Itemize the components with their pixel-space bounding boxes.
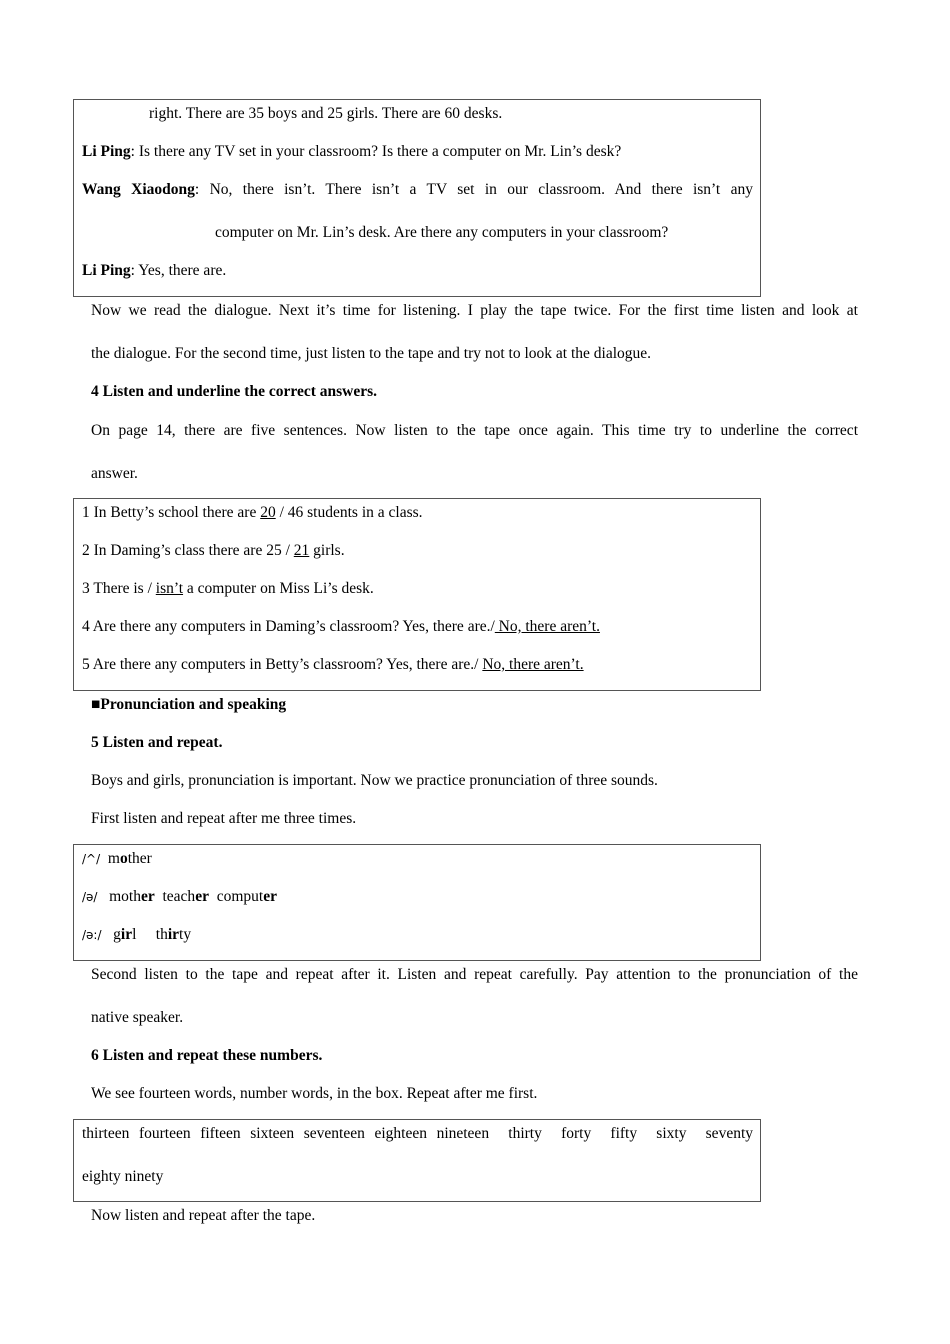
section-heading: 6 Listen and repeat these numbers.: [91, 1047, 323, 1064]
dialogue-line: [82, 180, 753, 200]
dialogue-text: : Yes, there are.: [130, 262, 227, 279]
example-word: mother: [109, 888, 155, 905]
answer-sentence: 2 In Daming’s class there are 25 / 21 girls.: [82, 542, 345, 559]
paragraph: Boys and girls, pronunciation is important. Now we practice pronunciation of three sounds.: [91, 772, 658, 789]
example-word: thirty: [155, 926, 192, 943]
speaker-name: Wang Xiaodong: [82, 181, 195, 198]
example-word: teacher: [162, 888, 209, 905]
paragraph: First listen and repeat after me three times.: [91, 810, 357, 827]
underlined-answer: 21: [293, 542, 310, 559]
sound-row: [82, 925, 191, 945]
answer-sentence: 3 There is / isn’t a computer on Miss Li’s desk.: [82, 580, 374, 597]
paragraph: answer.: [91, 465, 138, 482]
phonetic-symbol: /^/: [82, 852, 101, 866]
dialogue-text: : Is there any TV set in your classroom? Is there a computer on Mr. Lin’s desk?: [130, 143, 622, 160]
underlined-answer: No, there aren’t.: [482, 656, 584, 673]
paragraph: native speaker.: [91, 1009, 184, 1026]
sound-row: [82, 887, 277, 907]
underlined-answer: isn’t: [155, 580, 184, 597]
underlined-answer: 20: [260, 504, 276, 521]
number-words: eighty ninety: [82, 1168, 164, 1185]
dialogue-line: [82, 261, 226, 281]
speaker-name: Li Ping: [82, 262, 131, 279]
phonetic-symbol: /ə:/: [82, 928, 102, 942]
section-heading: 4 Listen and underline the correct answers.: [91, 383, 378, 400]
speaker-name: Li Ping: [82, 143, 131, 160]
pronunciation-heading: ■Pronunciation and speaking: [91, 696, 287, 713]
example-word: girl: [113, 926, 137, 943]
dialogue-line: right. There are 35 boys and 25 girls. There are 60 desks.: [149, 105, 503, 122]
paragraph: the dialogue. For the second time, just listen to the tape and try not to look at the dialogue.: [91, 345, 652, 362]
dialogue-text: : No, there isn’t. There isn’t a TV set in our classroom. And there isn’t any: [194, 181, 753, 198]
paragraph: We see fourteen words, number words, in the box. Repeat after me first.: [91, 1085, 538, 1102]
paragraph: On page 14, there are five sentences. Now listen to the tape once again. This time try to underline the correct: [91, 422, 858, 439]
sound-row: [82, 849, 152, 869]
example-word: computer: [216, 888, 277, 905]
section-heading: 5 Listen and repeat.: [91, 734, 223, 751]
example-word: mother: [107, 850, 152, 867]
answer-sentence: 4 Are there any computers in Daming’s classroom? Yes, there are./ No, there aren’t.: [82, 618, 600, 635]
number-words: thirteen fourteen fifteen sixteen seventeen eighteen nineteen thirty forty fifty sixty seventy: [82, 1125, 753, 1142]
dialogue-line: computer on Mr. Lin’s desk. Are there any computers in your classroom?: [215, 224, 669, 241]
answer-sentence: 5 Are there any computers in Betty’s classroom? Yes, there are./ No, there aren’t.: [82, 656, 584, 673]
phonetic-symbol: /ə/: [82, 890, 98, 904]
answer-sentence: 1 In Betty’s school there are 20 / 46 students in a class.: [82, 504, 423, 521]
dialogue-line: [82, 142, 621, 162]
underlined-answer: No, there aren’t.: [494, 618, 600, 635]
paragraph: Now we read the dialogue. Next it’s time for listening. I play the tape twice. For the first time listen and look at: [91, 302, 858, 319]
paragraph: Second listen to the tape and repeat after it. Listen and repeat carefully. Pay attention to the pronunciation of the: [91, 966, 858, 983]
paragraph: Now listen and repeat after the tape.: [91, 1207, 316, 1224]
